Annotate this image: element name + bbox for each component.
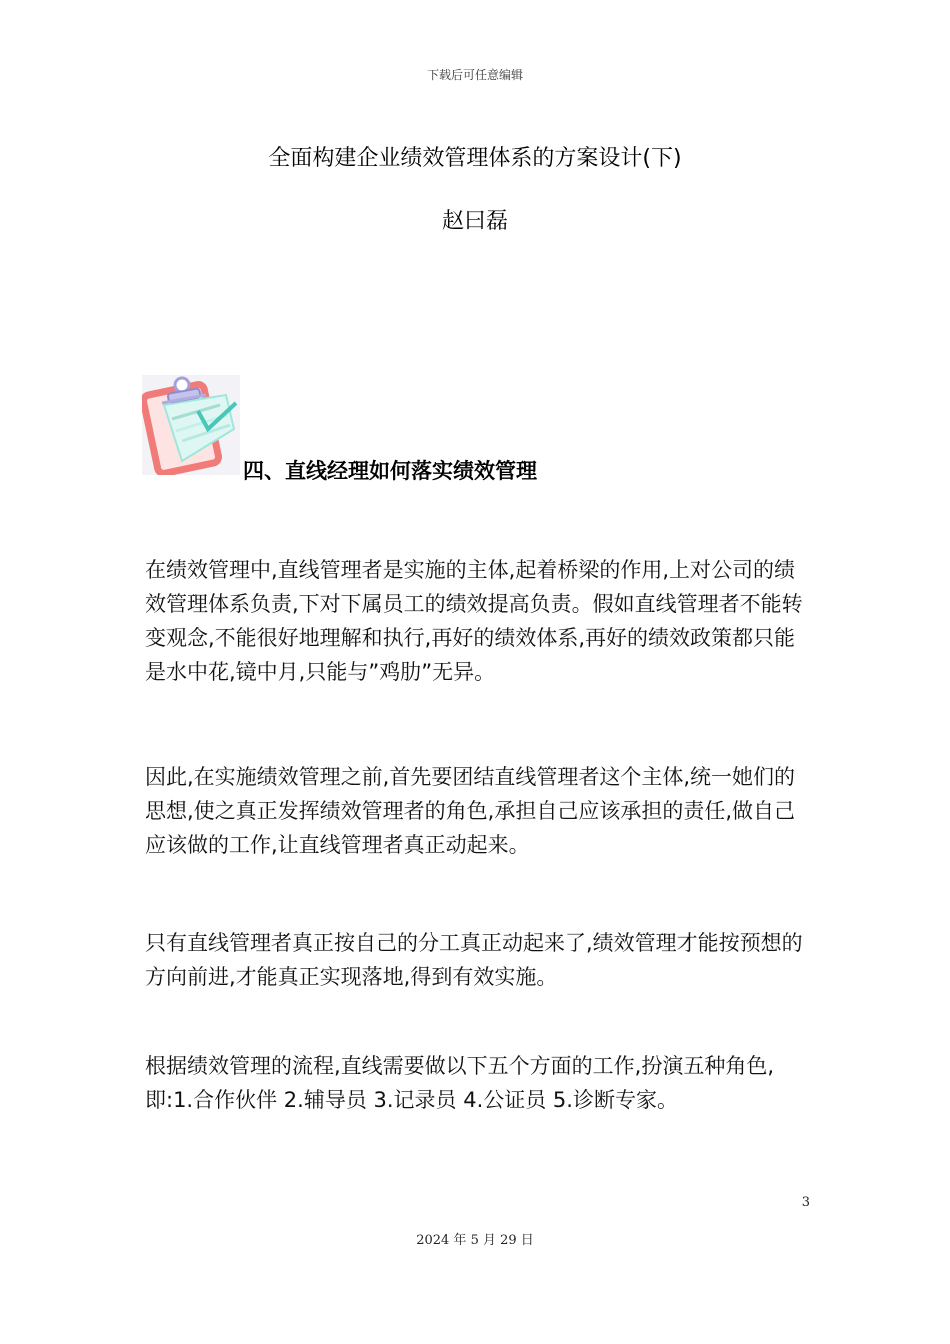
page-number: 3 — [801, 1195, 810, 1210]
clipboard-icon — [142, 375, 240, 475]
body-paragraph: 在绩效管理中,直线管理者是实施的主体,起着桥梁的作用,上对公司的绩效管理体系负责,下对下属员工的绩效提高负责。假如直线管理者不能转变观念,不能很好地理解和执行,再好的绩效体系,再好的绩效政策都只能是水中花,镜中月,只能与”鸡肋”无异。 — [145, 558, 803, 684]
header-note: 下载后可任意编辑 — [426, 68, 523, 82]
footer-date: 2024 年 5 月 29 日 — [416, 1233, 534, 1248]
section-heading: 四、直线经理如何落实绩效管理 — [243, 459, 537, 483]
body-paragraph: 根据绩效管理的流程,直线需要做以下五个方面的工作,扮演五种角色,即:1.合作伙伴 2.辅导员 3.记录员 4.公证员 5.诊断专家。 — [145, 1054, 775, 1112]
document-author: 赵曰磊 — [441, 209, 508, 234]
body-paragraph: 只有直线管理者真正按自己的分工真正动起来了,绩效管理才能按预想的方向前进,才能真正实现落地,得到有效实施。 — [145, 931, 803, 989]
document-title: 全面构建企业绩效管理体系的方案设计(下) — [268, 146, 682, 171]
body-paragraph: 因此,在实施绩效管理之前,首先要团结直线管理者这个主体,统一她们的思想,使之真正发挥绩效管理者的角色,承担自己应该承担的责任,做自己应该做的工作,让直线管理者真正动起来。 — [145, 765, 796, 857]
